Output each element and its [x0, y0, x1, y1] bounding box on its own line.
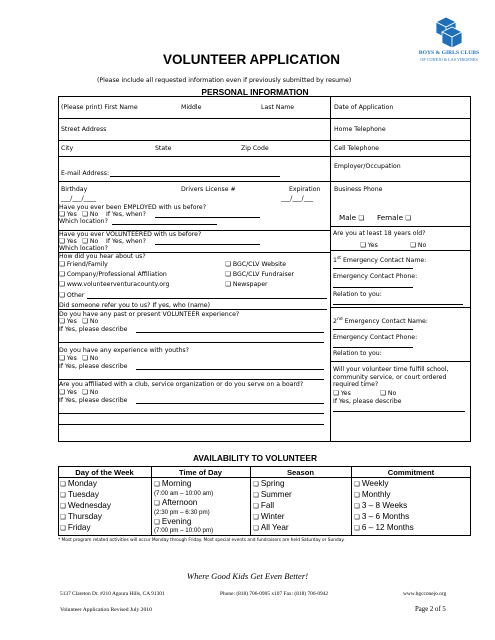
gender-female-option[interactable]: Female ❏: [377, 214, 413, 223]
email-label: E-mail Address:: [61, 170, 110, 177]
col-time-header: Time of Day: [179, 468, 222, 477]
footer-phone: Phone: (818) 706-0905 x107 Fax: (818) 706-0942: [220, 591, 329, 597]
expiration-label: Expiration: [289, 186, 321, 193]
checkbox-icon: [225, 281, 233, 288]
employed-no-option[interactable]: ❏ No: [82, 211, 98, 219]
volunteer-exp-describe-input[interactable]: [136, 326, 324, 333]
gender-male-option[interactable]: Male ❏: [339, 214, 366, 223]
checkbox-icon: [354, 512, 362, 521]
hear-option-fundraiser[interactable]: ❏ BGC/CLV Fundraiser: [225, 271, 294, 279]
day-wednesday[interactable]: ❏ Wednesday: [60, 501, 111, 512]
time-evening[interactable]: ❏ Evening: [154, 517, 191, 528]
checkbox-icon: [59, 261, 67, 268]
volunteer-exp-yes-option[interactable]: ❏ Yes: [59, 318, 77, 326]
day-friday[interactable]: ❏ Friday: [60, 523, 91, 534]
emergency-1-name-input[interactable]: [333, 262, 413, 269]
emergency-1-name-label: 1st Emergency Contact Name:: [333, 256, 427, 265]
home-telephone-label: Home Telephone: [334, 126, 386, 133]
commitment-weekly[interactable]: ❏ Weekly: [354, 479, 389, 490]
volunteered-question: Have you ever VOLUNTEERED with us before?: [59, 231, 202, 238]
page-subtitle: (Please include all requested information even if previously submitted by resume): [97, 77, 352, 84]
refer-question: Did someone refer you to us? If yes, who (name): [59, 302, 211, 309]
checkbox-icon: [253, 512, 261, 521]
season-winter[interactable]: ❏ Winter: [253, 512, 284, 523]
checkbox-icon: [253, 501, 261, 510]
birthday-date-field[interactable]: ___/___/____: [61, 195, 97, 202]
youth-experience-question: Do you have any experience with youths?: [59, 347, 189, 354]
checkbox-icon: [60, 512, 68, 521]
employed-location-label: Which location?: [59, 218, 108, 225]
checkbox-icon: [358, 213, 366, 222]
logo: [414, 14, 484, 64]
employed-question: Have you ever been EMPLOYED with us before?: [59, 204, 206, 211]
youth-exp-no-option[interactable]: ❏ No: [82, 355, 98, 363]
hear-option-volunteer-site[interactable]: ❏ www.volunteerventuracounty.org: [59, 281, 169, 289]
checkbox-icon: [59, 271, 67, 278]
checkbox-icon: [82, 355, 90, 362]
volunteer-exp-no-option[interactable]: ❏ No: [82, 318, 98, 326]
checkbox-icon: [82, 238, 90, 245]
emergency-1-relation-input[interactable]: [333, 298, 463, 305]
commitment-3-6-months[interactable]: ❏ 3 – 6 Months: [354, 512, 409, 523]
middle-label: Middle: [181, 104, 202, 111]
affiliation-describe-input-2[interactable]: [59, 407, 324, 414]
time-morning-range: (7:00 am – 10:00 am): [154, 490, 214, 497]
footer-address: 5137 Clareton Dr. #210 Agoura Hills, CA 91301: [60, 591, 165, 597]
last-name-label: Last Name: [261, 104, 295, 111]
employed-when-label: If Yes, when?: [106, 211, 146, 218]
affiliation-describe-input-3[interactable]: [59, 418, 324, 425]
youth-exp-describe-input-2[interactable]: [59, 373, 324, 380]
checkbox-icon: [253, 523, 261, 532]
employed-location-input[interactable]: [112, 218, 217, 225]
checkbox-icon: [225, 271, 233, 278]
volunteer-exp-describe-label: If Yes, please describe: [59, 326, 128, 333]
checkbox-icon: [225, 261, 233, 268]
affiliation-no-option[interactable]: ❏ No: [82, 389, 98, 397]
checkbox-icon: [253, 479, 261, 488]
checkbox-icon: [154, 498, 162, 507]
emergency-2-relation-label: Relation to you:: [333, 350, 382, 357]
volunteered-when-input[interactable]: [155, 238, 260, 245]
employed-when-input[interactable]: [155, 211, 260, 218]
affiliation-describe-input[interactable]: [136, 397, 324, 404]
employed-yes-option[interactable]: ❏ Yes: [59, 211, 77, 219]
section-heading-personal: PERSONAL INFORMATION: [201, 87, 309, 97]
age-question: Are you at least 18 years old?: [333, 230, 426, 237]
checkbox-icon: [82, 318, 90, 325]
emergency-2-phone-label: Emergency Contact Phone:: [333, 334, 418, 341]
volunteer-experience-question: Do you have any past or present VOLUNTEER experience?: [59, 311, 240, 318]
hear-question: How did you hear about us?: [59, 253, 146, 260]
checkbox-icon: [154, 517, 162, 526]
section-heading-availability: AVAILABILITY TO VOLUNTEER: [192, 453, 318, 463]
emergency-2-name-input[interactable]: [333, 323, 413, 330]
season-all-year[interactable]: ❏ All Year: [253, 523, 289, 534]
cubes-logo-icon: [414, 14, 484, 50]
volunteered-no-option[interactable]: ❏ No: [82, 238, 98, 246]
volunteered-yes-option[interactable]: ❏ Yes: [59, 238, 77, 246]
checkbox-icon: [59, 389, 67, 396]
drivers-license-label: Drivers License #: [181, 186, 236, 193]
org-subname: OF CONEJO & LAS VIRGENES: [420, 57, 478, 62]
page-number: Page 2 of 5: [415, 606, 446, 613]
time-afternoon[interactable]: ❏ Afternoon: [154, 498, 197, 509]
day-monday[interactable]: ❏ Monday: [60, 479, 97, 490]
checkbox-icon: [60, 490, 68, 499]
emergency-2-name-label: 2nd Emergency Contact Name:: [333, 317, 428, 326]
checkbox-icon: [380, 390, 388, 397]
commitment-3-8-weeks[interactable]: ❏ 3 – 8 Weeks: [354, 501, 407, 512]
col-day-header: Day of the Week: [75, 468, 134, 477]
fulfill-yes-option[interactable]: ❏ Yes: [333, 390, 351, 398]
state-label: State: [155, 145, 172, 152]
checkbox-icon: [410, 242, 418, 249]
tagline: Where Good Kids Get Even Better!: [186, 571, 309, 581]
page-title: VOLUNTEER APPLICATION: [163, 52, 341, 67]
hear-option-friend[interactable]: ❏ Friend/Family: [59, 261, 108, 269]
checkbox-icon: [354, 490, 362, 499]
hear-option-other[interactable]: ❏ Other: [59, 292, 84, 300]
fulfill-describe-input[interactable]: [333, 405, 465, 412]
affiliation-describe-label: If Yes, please describe: [59, 397, 128, 404]
season-summer[interactable]: ❏ Summer: [253, 490, 292, 501]
business-phone-label: Business Phone: [334, 186, 383, 193]
checkbox-icon: [405, 213, 413, 222]
youth-exp-describe-label: If Yes, please describe: [59, 363, 128, 370]
birthday-label: Birthday: [61, 186, 88, 193]
hear-option-newspaper[interactable]: ❏ Newspaper: [225, 281, 268, 289]
checkbox-icon: [354, 523, 362, 532]
checkbox-icon: [360, 242, 368, 249]
checkbox-icon: [82, 211, 90, 218]
youth-exp-yes-option[interactable]: ❏ Yes: [59, 355, 77, 363]
emergency-1-relation-label: Relation to you:: [333, 291, 382, 298]
time-evening-range: (7:00 pm – 10:00 pm): [154, 527, 214, 534]
email-input[interactable]: [110, 170, 280, 177]
commitment-6-12-months[interactable]: ❏ 6 – 12 Months: [354, 523, 414, 534]
employer-occupation-label: Employer/Occupation: [334, 163, 401, 170]
zip-code-label: Zip Code: [241, 145, 269, 152]
fulfill-no-option[interactable]: ❏ No: [380, 390, 396, 398]
emergency-1-phone-input[interactable]: [333, 281, 413, 288]
org-name: BOYS & GIRLS CLUBS: [418, 50, 480, 56]
day-tuesday[interactable]: ❏ Tuesday: [60, 490, 99, 501]
day-thursday[interactable]: ❏ Thursday: [60, 512, 102, 523]
checkbox-icon: [60, 501, 68, 510]
revision-note: Volunteer Application Revised July 2010: [60, 607, 152, 613]
fulfill-describe-label: If Yes, please describe: [333, 398, 402, 405]
checkbox-icon: [59, 318, 67, 325]
hear-option-website[interactable]: ❏ BGC/CLV Website: [225, 261, 286, 269]
emergency-1-phone-label: Emergency Contact Phone:: [333, 273, 418, 280]
age-yes-option[interactable]: ❏ Yes: [360, 242, 378, 250]
hear-other-input[interactable]: [87, 292, 327, 299]
checkbox-icon: [59, 281, 67, 288]
affiliation-question: Are you affiliated with a club, service organization or do you serve on a board?: [59, 381, 304, 388]
checkbox-icon: [354, 501, 362, 510]
checkbox-icon: [60, 479, 68, 488]
season-spring[interactable]: ❏ Spring: [253, 479, 285, 490]
col-commitment-header: Commitment: [387, 468, 435, 477]
youth-exp-describe-input[interactable]: [136, 363, 324, 370]
emergency-2-phone-input[interactable]: [333, 341, 413, 348]
affiliation-yes-option[interactable]: ❏ Yes: [59, 389, 77, 397]
checkbox-icon: [354, 479, 362, 488]
date-of-application-label: Date of Application: [334, 104, 394, 111]
fulfill-question: Will your volunteer time fulfill school, community service, or court ordered required time?: [333, 366, 449, 389]
time-afternoon-range: (2:30 pm – 6:30 pm): [154, 509, 210, 516]
volunteered-location-label: Which location?: [59, 245, 108, 252]
time-morning[interactable]: ❏ Morning: [154, 479, 191, 490]
first-name-label: (Please print) First Name: [61, 104, 138, 111]
street-address-label: Street Address: [61, 126, 107, 133]
availability-footnote: * Most program related activities will occur Monday through Friday. Most special events and fundraisers are held Saturday or Sunday.: [58, 538, 345, 543]
checkbox-icon: [59, 355, 67, 362]
checkbox-icon: [253, 490, 261, 499]
checkbox-icon: [60, 523, 68, 532]
checkbox-icon: [154, 479, 162, 488]
col-season-header: Season: [286, 468, 314, 477]
hear-option-company[interactable]: ❏ Company/Professional Affiliation: [59, 271, 167, 279]
volunteer-exp-describe-input-2[interactable]: [59, 336, 324, 343]
city-label: City: [61, 145, 74, 152]
footer-website: www.bgcconejo.org: [403, 591, 447, 597]
checkbox-icon: [59, 238, 67, 245]
commitment-monthly[interactable]: ❏ Monthly: [354, 490, 391, 501]
volunteered-when-label: If Yes, when?: [106, 238, 146, 245]
checkbox-icon: [59, 211, 67, 218]
checkbox-icon: [59, 292, 67, 299]
checkbox-icon: [333, 390, 341, 397]
refer-input[interactable]: [59, 302, 327, 310]
cell-telephone-label: Cell Telephone: [334, 145, 379, 152]
expiration-date-field[interactable]: ___/___/___: [281, 195, 314, 202]
age-no-option[interactable]: ❏ No: [410, 242, 426, 250]
checkbox-icon: [82, 389, 90, 396]
season-fall[interactable]: ❏ Fall: [253, 501, 274, 512]
